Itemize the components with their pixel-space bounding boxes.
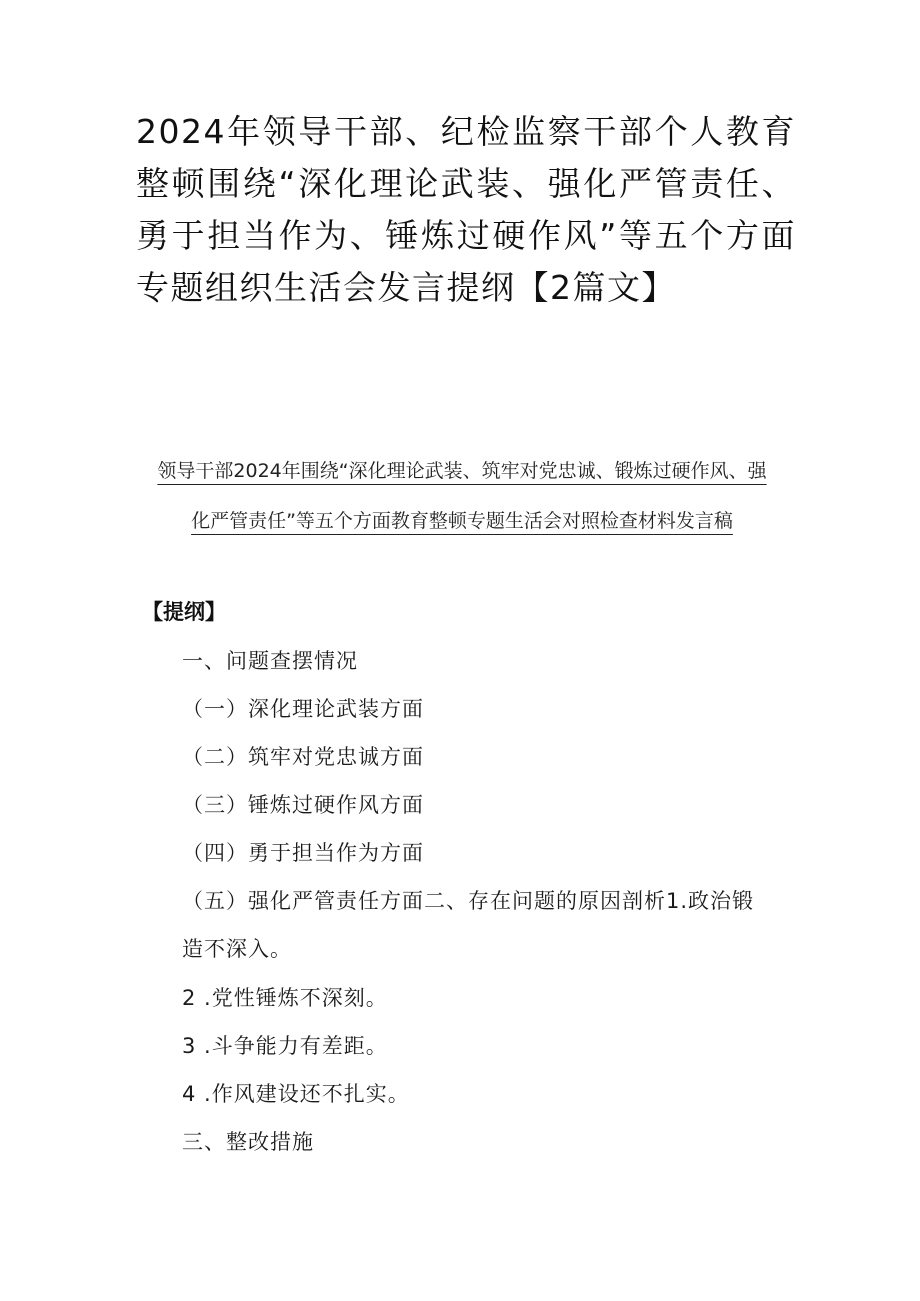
outline-item: 4 .作风建设还不扎实。 [182, 1082, 410, 1106]
outline-item: （四）勇于担当作为方面 [182, 841, 424, 865]
document-title: 2024年领导干部、纪检监察干部个人教育整顿围绕“深化理论武装、强化严管责任、勇于担当作为、锤炼过硬作风”等五个方面专题组织生活会发言提纲【2篇文】 [136, 112, 796, 307]
outline-heading: 【提纲】 [142, 600, 226, 624]
outline-item: 一、问题查摆情况 [182, 649, 358, 673]
outline-item: （三）锤炼过硬作风方面 [182, 793, 424, 817]
outline-item: 3 .斗争能力有差距。 [182, 1034, 388, 1058]
outline-item: 2 .党性锤炼不深刻。 [182, 986, 388, 1010]
outline-item: 三、整改措施 [182, 1130, 314, 1154]
document-subtitle-text: 领导干部2024年围绕“深化理论武装、筑牢对党忠诚、锻炼过硬作风、强化严管责任”等五个方面教育整顿专题生活会对照检查材料发言稿 [157, 460, 767, 532]
outline-item: （五）强化严管责任方面二、存在问题的原因剖析1.政治锻造不深入。 [182, 889, 755, 961]
outline-item: （二）筑牢对党忠诚方面 [182, 745, 424, 769]
outline-item: （一）深化理论武装方面 [182, 697, 424, 721]
